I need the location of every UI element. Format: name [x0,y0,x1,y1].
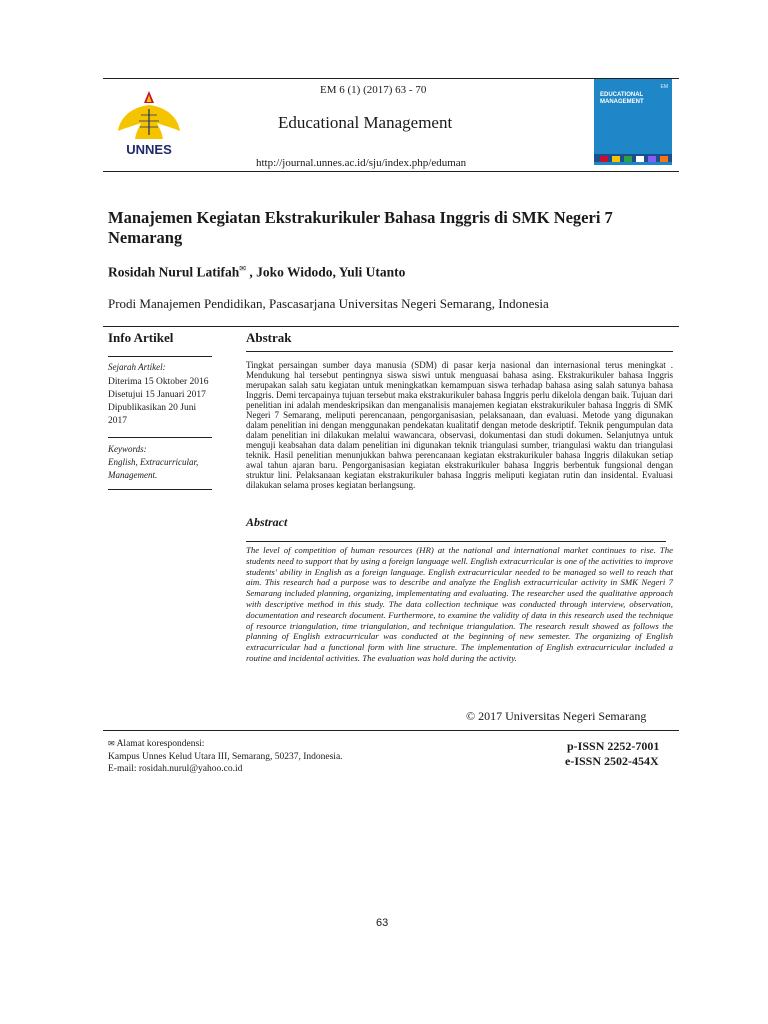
section-rule [103,326,679,327]
abstrak-rule [246,351,673,352]
abstrak-text: Tingkat persaingan sumber daya manusia (SDM) di pasar kerja nasional dan internasional terus meningkat . Mendukung hal tersebut pentingnya siswa siswi untuk menguasai bahasa asing. Ekstrakurikuler bahasa Inggris merupakan salah satu kegiatan untuk meningkatkan kemampuan siswa terhadap bahasa asing salah satunya bahasa Inggris. Demi tercapainya tujuan tersebut maka ekstrakurikuler bahasa Inggris perlu dikelola dengan baik. Tujuan dari penelitian ini adalah mendeskripsikan dan menganalisis manajemen kegiatan ekstrakurikuler bahasa Inggris di SMK Negeri 7 Semarang, meliputi perencanaan, pengorganisasian, pelaksanaan, dan evaluasi. Metode yang digunakan dalam penelitian ini dengan menggunakan pendekatan kualitatif dengan metode deskriptif. Teknik pengumpulan data dalam penelitian ini dilakukan melalui wawancara, observasi, dokumentasi dan studi dokumen. Selanjutnya untuk menguji keabsahan data dalam penelitian ini digunakan teknik triangulasi sumber, triangulasi waktu dan triangulasi teknik. Hasil penelitian menunjukkan bahwa perencanaan kegiatan ekstrakurikuler bahasa Inggris dilakukan setiap awal tahun ajaran baru. Pengorganisasian kegiatan ekstrakurikuler bahasa Inggris berbentuk fungsional dengan struktur lini. Pelaksanaan kegiatan ekstrakurikuler bahasa Inggris meliputi kegiatan rutin dan insidental. Evaluasi dilakukan selama proses kegiatan berlangsung. [246,360,673,490]
journal-cover-thumbnail: EM EDUCATIONAL MANAGEMENT [594,79,672,165]
correspondence-block [108,738,343,776]
published-date-line1: Dipublikasikan 20 Juni [108,403,197,413]
page-number: 63 [376,917,389,929]
article-title: Manajemen Kegiatan Ekstrakurikuler Bahasa Inggris di SMK Negeri 7 Nemarang [108,208,613,247]
envelope-icon: ✉ [239,264,246,273]
keywords-line2: Management. [108,470,158,480]
abstract-heading: Abstract [246,515,288,529]
logo-text: UNNES [126,142,172,157]
footer-rule [103,730,679,731]
info-rule-2 [108,437,212,438]
print-issn: p-ISSN 2252-7001 [567,739,660,753]
history-label: Sejarah Artikel: [108,362,166,372]
abstrak-heading: Abstrak [246,330,292,345]
correspondence-label: Alamat korespondensi: [116,739,205,749]
received-date: Diterima 15 Oktober 2016 [108,377,209,387]
info-artikel-heading: Info Artikel [108,330,174,345]
cover-title-line2: MANAGEMENT [600,99,644,105]
abstract-text: The level of competition of human resources (HR) at the national and international market continues to rise. The students need to support that by using a foreign language well. English extracurricular is one of the activities to improve students' ability in English as a foreign language. English extracurricular needed to be managed so well to reach that aim. This research had a purpose was to describe and analyze the English extracurricular activity in SMK Negeri 7 Semarang included planning, organizing, implementating and evaluating. The researcher used the qualitative approach with descriptive method in this study. The data collection technique was conducted through interview, observation, documentation and research document. Furthermore, to examine the validity of data in this research used the technique of resource triangulation, time triangulation, and technique triangulation. The research result showed as follows the planning of English extracurricular was conducted at the beginning of new semester. The organizing of English extracurricular had a functional form with line structure. The implementation of English extracurricular included a routine and incidental activities. The evaluation was hold during the activity. [246,545,673,663]
affiliation: Prodi Manajemen Pendidikan, Pascasarjana Universitas Negeri Semarang, Indonesia [108,296,549,311]
electronic-issn: e-ISSN 2502-454X [565,754,659,768]
keywords-line1: English, Extracurricular, [108,457,199,467]
envelope-icon: ✉ [108,739,115,748]
unnes-logo [110,85,188,163]
copyright: © 2017 Universitas Negeri Semarang [466,709,647,723]
header-bottom-rule [103,171,679,172]
journal-title: Educational Management [278,113,453,132]
author-1: Rosidah Nurul Latifah [108,264,240,280]
author-list [108,264,405,281]
correspondence-address: Kampus Unnes Kelud Utara III, Semarang, 50237, Indonesia. [108,751,343,762]
journal-reference: EM 6 (1) (2017) 63 - 70 [320,84,427,96]
header-top-rule [103,78,679,79]
accepted-date: Disetujui 15 Januari 2017 [108,390,206,400]
info-rule-3 [108,489,212,490]
cover-title-line1: EDUCATIONAL [600,92,644,98]
published-date-line2: 2017 [108,416,127,426]
correspondence-email[interactable]: E-mail: rosidah.nurul@yahoo.co.id [108,764,243,774]
abstract-rule [246,541,666,542]
journal-url[interactable]: http://journal.unnes.ac.id/sju/index.php/eduman [256,157,467,169]
authors-rest: , Joko Widodo, Yuli Utanto [246,264,406,280]
keywords-label: Keywords: [108,444,147,454]
info-rule-1 [108,356,212,357]
